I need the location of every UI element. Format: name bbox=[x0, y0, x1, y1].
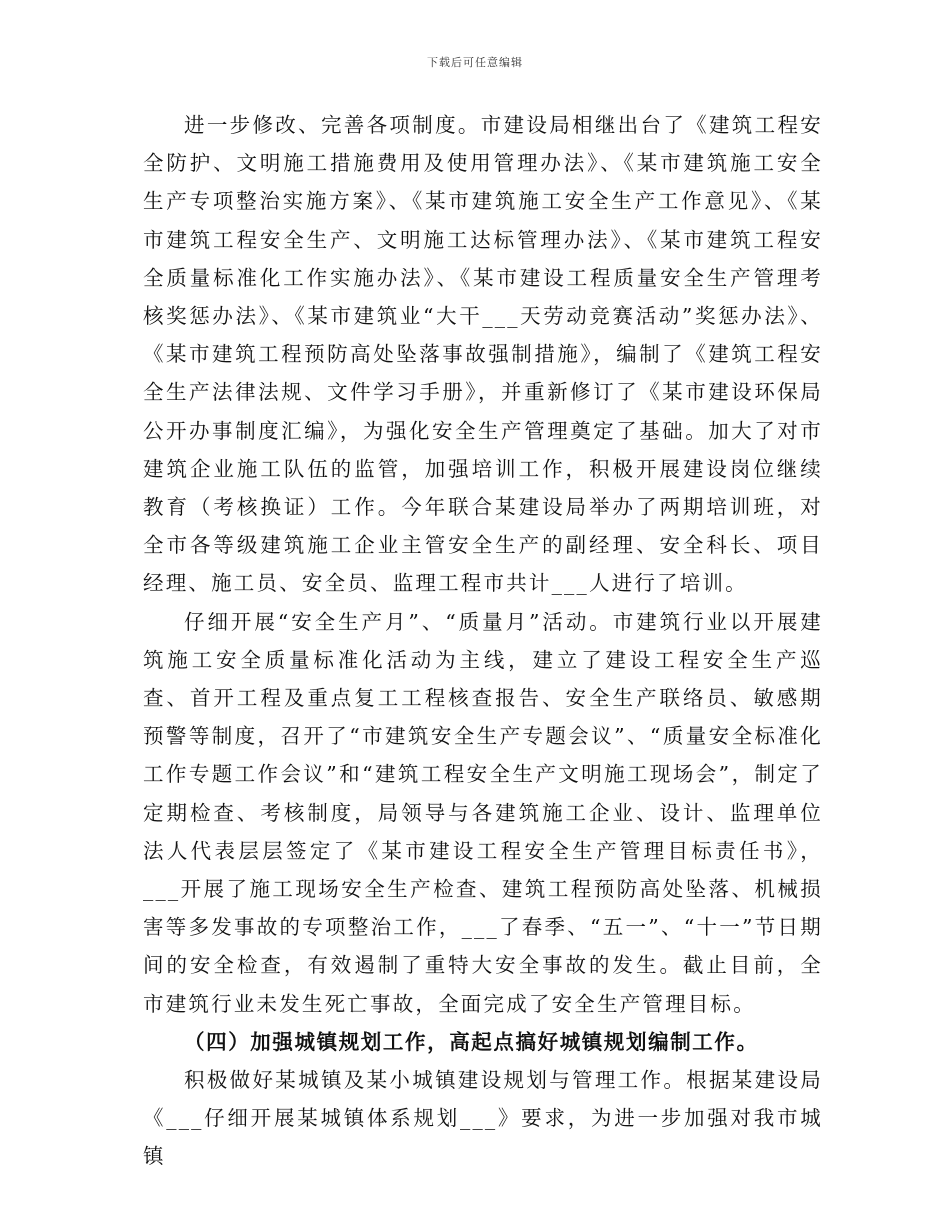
section-heading: （四）加强城镇规划工作，高起点搞好城镇规划编制工作。 bbox=[184, 1029, 759, 1054]
paragraph-safety-month: 仔细开展“安全生产月”、“质量月”活动。市建筑行业以开展建筑施工安全质量标准化活动为主线，建立了建设工程安全生产巡查、首开工程及重点复工工程核查报告、安全生产联络员、敏感期预警等制度，召开了“市建筑安全生产专题会议”、“质量安全标准化工作专题工作会议”和“建筑工程安全生产文明施工现场会”，制定了定期检查、考核制度，局领导与各建筑施工企业、设计、监理单位法人代表层层签定了《某市建设工程安全生产管理目标责任书》，___开展了施工现场安全生产检查、建筑工程预防高处坠落、机械损害等多发事故的专项整治工作，___了春季、“五一”、“十一”节日期间的安全检查，有效遏制了重特大安全事故的发生。截止目前，全市建筑行业未发生死亡事故，全面完成了安全生产管理目标。 bbox=[143, 609, 823, 1016]
paragraph-town-planning: 积极做好某城镇及某小城镇建设规划与管理工作。根据某建设局《___仔细开展某城镇体系规划___》要求，为进一步加强对我市城镇 bbox=[143, 1068, 823, 1169]
paragraph-regulations: 进一步修改、完善各项制度。市建设局相继出台了《建筑工程安全防护、文明施工措施费用及使用管理办法》、《某市建筑施工安全生产专项整治实施方案》、《某市建筑施工安全生产工作意见》、《某市建筑工程安全生产、文明施工达标管理办法》、《某市建筑工程安全质量标准化工作实施办法》、《某市建设工程质量安全生产管理考核奖惩办法》、《某市建筑业“大干___天劳动竞赛活动”奖惩办法》、《某市建筑工程预防高处坠落事故强制措施》，编制了《建筑工程安全生产法律法规、文件学习手册》，并重新修订了《某市建设环保局公开办事制度汇编》，为强化安全生产管理奠定了基础。加大了对市建筑企业施工队伍的监管，加强培训工作，积极开展建设岗位继续教育（考核换证）工作。今年联合某建设局举办了两期培训班，对全市各等级建筑施工企业主管安全生产的副经理、安全科长、项目经理、施工员、安全员、监理工程市共计___人进行了培训。 bbox=[143, 113, 823, 596]
document-body bbox=[143, 106, 823, 1176]
page-header: 下载后可任意编辑 bbox=[427, 56, 523, 69]
